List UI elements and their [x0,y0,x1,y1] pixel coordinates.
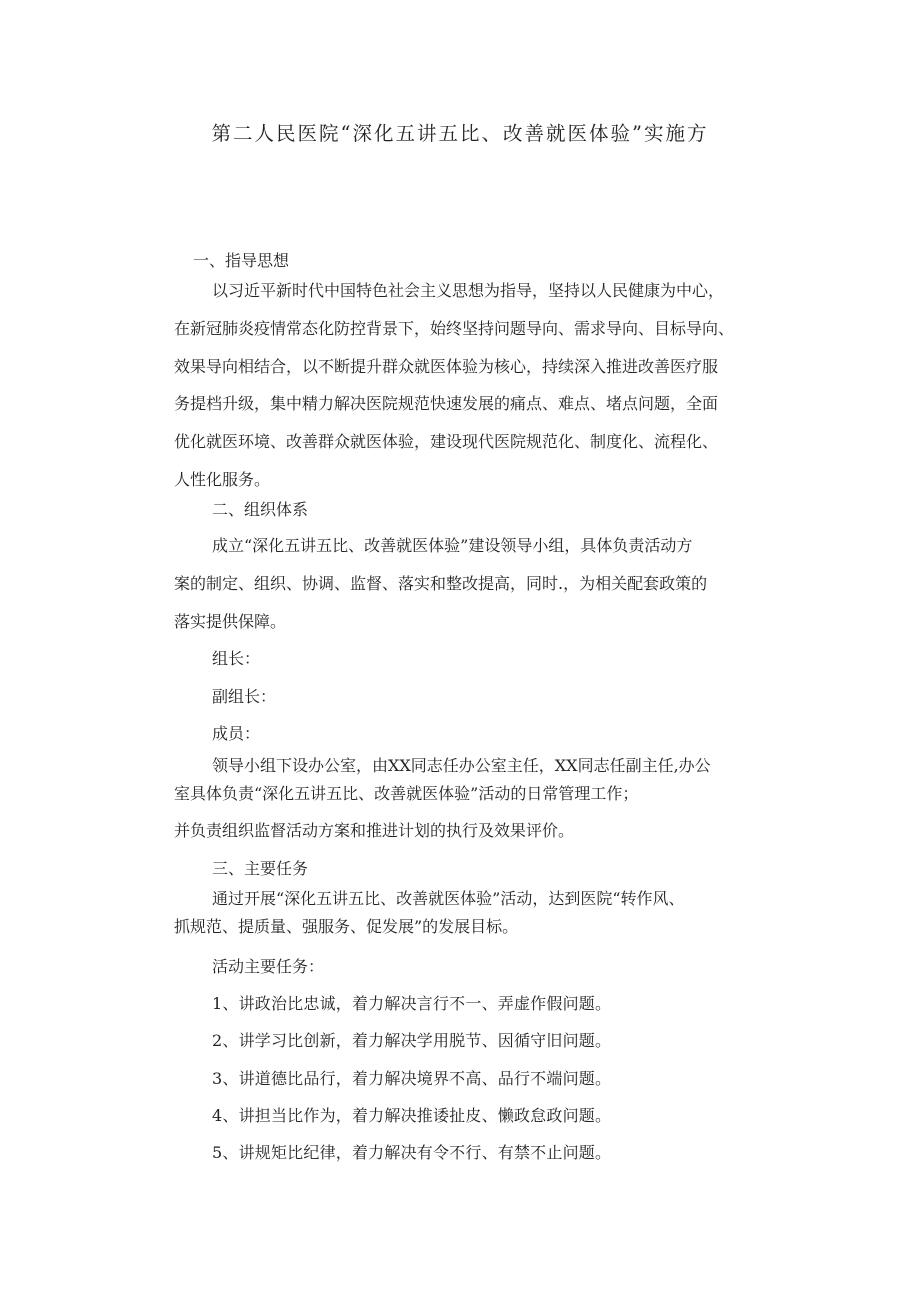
section-3-body [174,885,764,941]
office-paragraph-tail: 并负责组织监督活动方案和推进计划的执行及效果评价。 [174,821,575,840]
members-label: 成员： [212,724,261,743]
task-item: 3、讲道德比品行，着力解决境界不高、品行不端问题。 [212,1069,612,1088]
paragraph-line: 人性化服务。 [174,469,271,489]
paragraph-line: 务提档升级，集中精力解决医院规范快速发展的痛点、难点、堵点问题，全面 [174,394,719,414]
tasks-label: 活动主要任务： [212,957,325,976]
section-2-heading: 二、组织体系 [212,500,309,519]
paragraph-line: 优化就医环境、改善群众就医体验，建设现代医院规范化、制度化、流程化、 [174,432,719,452]
paragraph-line: 通过开展“深化五讲五比、改善就医体验”活动，达到医院“转作风、 [212,889,685,908]
paragraph-line: 室具体负责“深化五讲五比、改善就医体验”活动的日常管理工作； [174,784,639,803]
paragraph-line: 案的制定、组织、协调、监督、落实和整改提高，同时.，为相关配套政策的 [174,573,708,593]
section-1-heading: 一、指导思想 [193,251,290,270]
deputy-leader-label: 副组长： [212,687,277,706]
office-paragraph [174,752,764,808]
paragraph-line: 以习近平新时代中国特色社会主义思想为指导，坚持以人民健康为中心， [212,281,725,300]
task-item: 5、讲规矩比纪律，着力解决有令不行、有禁不止问题。 [212,1143,612,1162]
paragraph-line: 领导小组下设办公室，由XX同志任办公室主任，XX同志任副主任,办公 [212,756,711,775]
section-2-body [174,527,764,640]
paragraph-line: 抓规范、提质量、强服务、促发展”的发展目标。 [174,917,519,936]
task-item: 1、讲政治比忠诚，着力解决言行不一、弄虚作假问题。 [212,994,612,1013]
task-item: 2、讲学习比创新，着力解决学用脱节、因循守旧问题。 [212,1031,612,1050]
task-item: 4、讲担当比作为，着力解决推诿扯皮、懒政怠政问题。 [212,1106,612,1125]
paragraph-line: 在新冠肺炎疫情常态化防控背景下，始终坚持问题导向、需求导向、目标导向、 [174,318,735,338]
document-title: 第二人民医院“深化五讲五比、改善就医体验”实施方 [211,122,709,145]
section-1-body [174,272,764,499]
leader-label: 组长： [212,649,261,668]
paragraph-line: 成立“深化五讲五比、改善就医体验”建设领导小组，具体负责活动方 [212,536,693,555]
paragraph-line: 效果导向相结合，以不断提升群众就医体验为核心，持续深入推进改善医疗服 [174,356,719,376]
section-3-heading: 三、主要任务 [212,859,309,878]
paragraph-line: 落实提供保障。 [174,611,287,631]
